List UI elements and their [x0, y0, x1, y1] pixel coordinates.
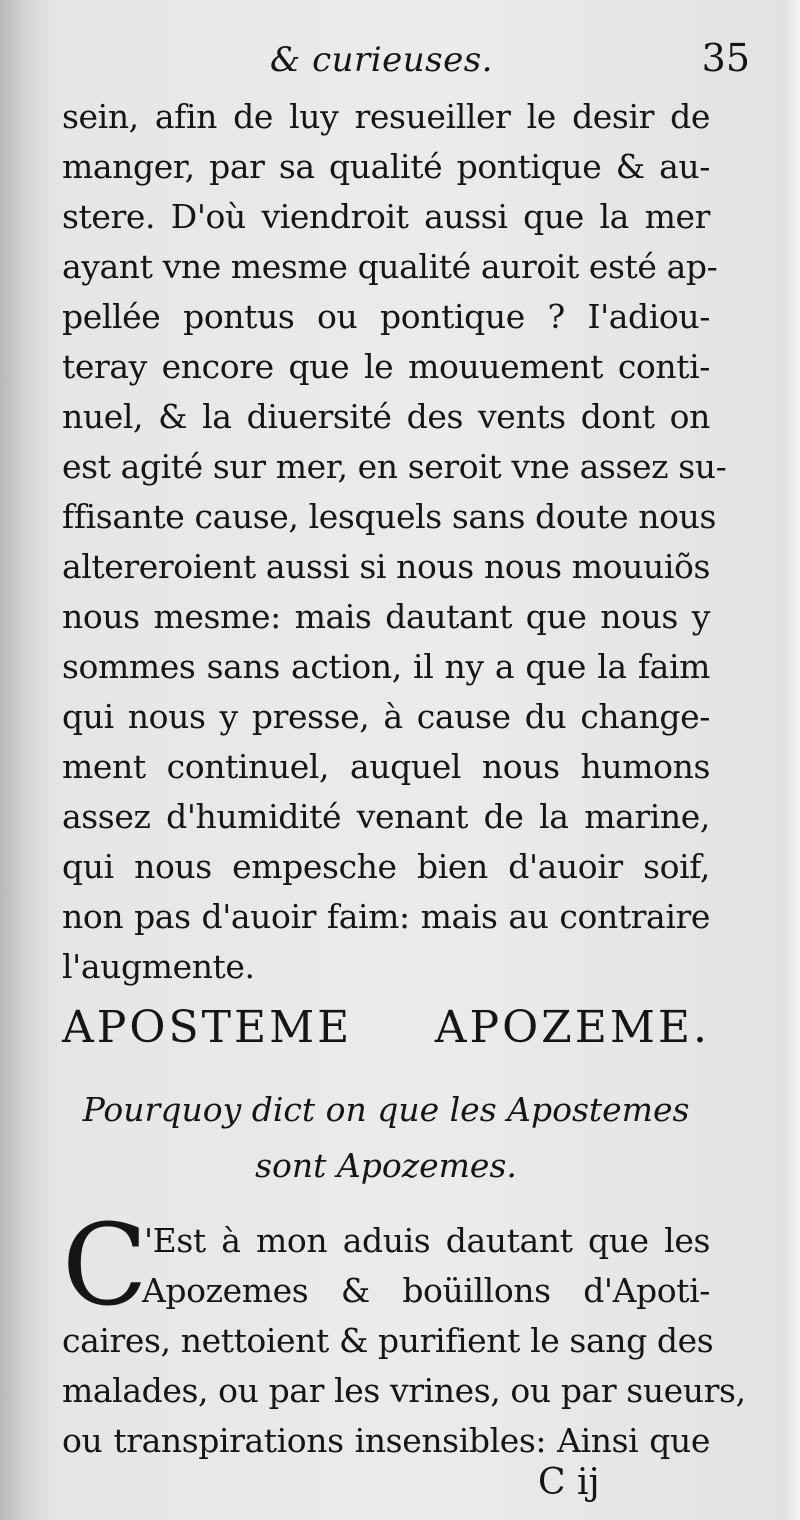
catchword-signature: C ij [538, 1462, 600, 1503]
running-head: & curieuses. [270, 40, 493, 80]
text-line: qui nous y presse, à cause du change- [62, 697, 710, 736]
text-line: malades, ou par les vrines, ou par sueurs, [62, 1371, 746, 1410]
text-line: teray encore que le mouuement conti- [62, 347, 710, 386]
text-line: manger, par sa qualité pontique & au- [62, 147, 710, 186]
text-line: Apozemes & boüillons d'Apoti- [142, 1271, 710, 1310]
section-question [62, 1082, 710, 1194]
continued-paragraph [62, 92, 727, 992]
text-line: qui nous empesche bien d'auoir soif, [62, 847, 710, 886]
text-line: non pas d'auoir faim: mais au contraire [62, 897, 710, 936]
question-line: Pourquoy dict on que les Apostemes [82, 1090, 690, 1129]
section-heading: APOSTEME APOZEME. [62, 1002, 710, 1053]
text-line: sein, afin de luy resueiller le desir de [62, 97, 710, 136]
text-line: nous mesme: mais dautant que nous y [62, 597, 710, 636]
text-line: sommes sans action, il ny a que la faim [62, 647, 710, 686]
text-line: l'augmente. [62, 947, 255, 986]
drop-cap: C [62, 1201, 148, 1331]
text-line: stere. D'où viendroit aussi que la mer [62, 197, 710, 236]
page-number: 35 [701, 36, 750, 80]
text-line: pellée pontus ou pontique ? I'adiou- [62, 297, 710, 336]
text-line: est agité sur mer, en seroit vne assez su- [62, 447, 727, 486]
text-line: assez d'humidité venant de la marine, [62, 797, 710, 836]
text-line: altereroient aussi si nous nous mouuiõs [62, 547, 710, 586]
question-line: sont Apozemes. [255, 1146, 517, 1185]
text-line: caires, nettoient & purifient le sang des [62, 1321, 714, 1360]
page-gutter-shadow [0, 0, 38, 1520]
text-line: ayant vne mesme qualité auroit esté ap- [62, 247, 718, 286]
answer-paragraph [62, 1201, 746, 1466]
text-line: ffisante cause, lesquels sans doute nous [62, 497, 717, 536]
text-line: nuel, & la diuersité des vents dont on [62, 397, 710, 436]
text-line: ou transpirations insensibles: Ainsi que [62, 1421, 710, 1460]
text-line: ment continuel, auquel nous humons [62, 747, 710, 786]
page-edge-highlight [786, 0, 800, 1520]
page-header [60, 36, 750, 86]
text-line: 'Est à mon aduis dautant que les [144, 1221, 710, 1260]
